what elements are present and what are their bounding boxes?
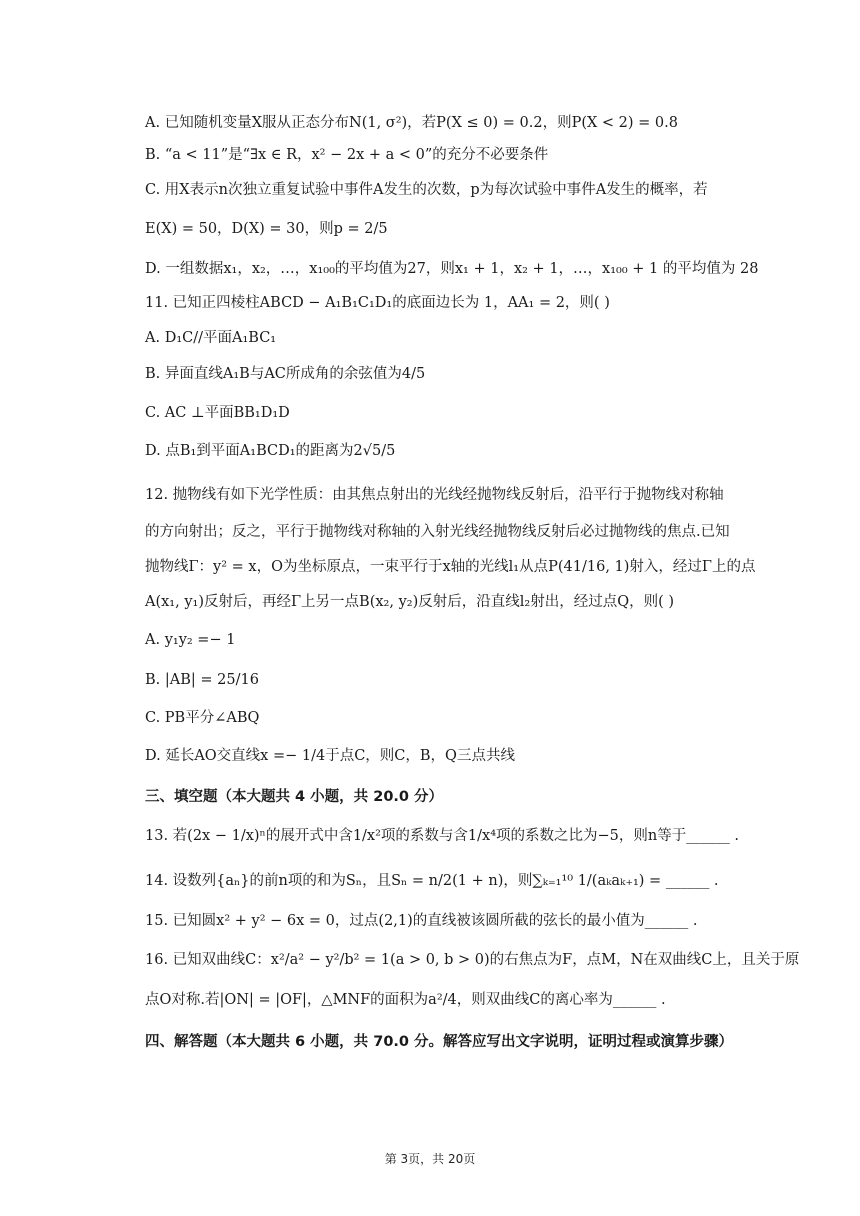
option-11c: C. AC ⊥平面BB₁D₁D [145,405,290,421]
question-11: 11. 已知正四棱柱ABCD − A₁B₁C₁D₁的底面边长为 1，AA₁ = 2，则( ) [145,295,610,311]
option-10c: C. 用X表示n次独立重复试验中事件A发生的次数，p为每次试验中事件A发生的概率，若 [145,182,708,198]
question-12-cont-3: A(x₁, y₁)反射后，再经Γ上另一点B(x₂, y₂)反射后，沿直线l₂射出，经过点Q，则( ) [145,594,674,610]
option-12a: A. y₁y₂ =− 1 [145,632,236,648]
option-11b: B. 异面直线A₁B与AC所成角的余弦值为4/5 [145,366,426,382]
option-12d: D. 延长AO交直线x =− 1/4于点C，则C，B，Q三点共线 [145,748,515,764]
question-16: 16. 已知双曲线C：x²/a² − y²/b² = 1(a > 0, b > 0)的右焦点为F，点M，N在双曲线C上，且关于原 [145,952,800,968]
question-16-cont: 点O对称.若|ON| = |OF|，△MNF的面积为a²/4，则双曲线C的离心率为______ . [145,992,666,1008]
option-11a: A. D₁C//平面A₁BC₁ [145,330,277,346]
question-15: 15. 已知圆x² + y² − 6x = 0，过点(2,1)的直线被该圆所截的弦长的最小值为______ . [145,913,698,929]
option-10c-cont: E(X) = 50，D(X) = 30，则p = 2/5 [145,221,388,237]
option-10d: D. 一组数据x₁，x₂，…，x₁₀₀的平均值为27，则x₁ + 1，x₂ + 1，…，x₁₀₀ + 1 的平均值为 28 [145,261,759,277]
question-12-cont-2: 抛物线Γ：y² = x，O为坐标原点，一束平行于x轴的光线l₁从点P(41/16, 1)射入，经过Γ上的点 [145,559,756,575]
question-12-cont-1: 的方向射出；反之，平行于抛物线对称轴的入射光线经抛物线反射后必过抛物线的焦点.已知 [145,524,730,540]
question-14: 14. 设数列{aₙ}的前n项的和为Sₙ，且Sₙ = n/2(1 + n)，则∑ₖ₌₁¹⁰ 1/(aₖaₖ₊₁) = ______ . [145,873,719,889]
section-answers: 四、解答题（本大题共 6 小题，共 70.0 分。解答应写出文字说明，证明过程或演算步骤） [145,1034,734,1050]
option-12b: B. |AB| = 25/16 [145,672,259,688]
option-11d: D. 点B₁到平面A₁BCD₁的距离为2√5/5 [145,443,396,459]
page-footer: 第 3页，共 20页 [384,1152,476,1166]
section-fill-in: 三、填空题（本大题共 4 小题，共 20.0 分） [145,789,444,805]
question-13: 13. 若(2x − 1/x)ⁿ的展开式中含1/x²项的系数与含1/x⁴项的系数之比为−5，则n等于______ . [145,828,739,844]
option-10a: A. 已知随机变量X服从正态分布N(1, σ²)，若P(X ≤ 0) = 0.2，则P(X < 2) = 0.8 [145,115,678,131]
option-12c: C. PB平分∠ABQ [145,710,260,726]
question-12: 12. 抛物线有如下光学性质：由其焦点射出的光线经抛物线反射后，沿平行于抛物线对称轴 [145,487,724,503]
option-10b: B. “a < 11”是“∃x ∈ R，x² − 2x + a < 0”的充分不必要条件 [145,147,549,163]
